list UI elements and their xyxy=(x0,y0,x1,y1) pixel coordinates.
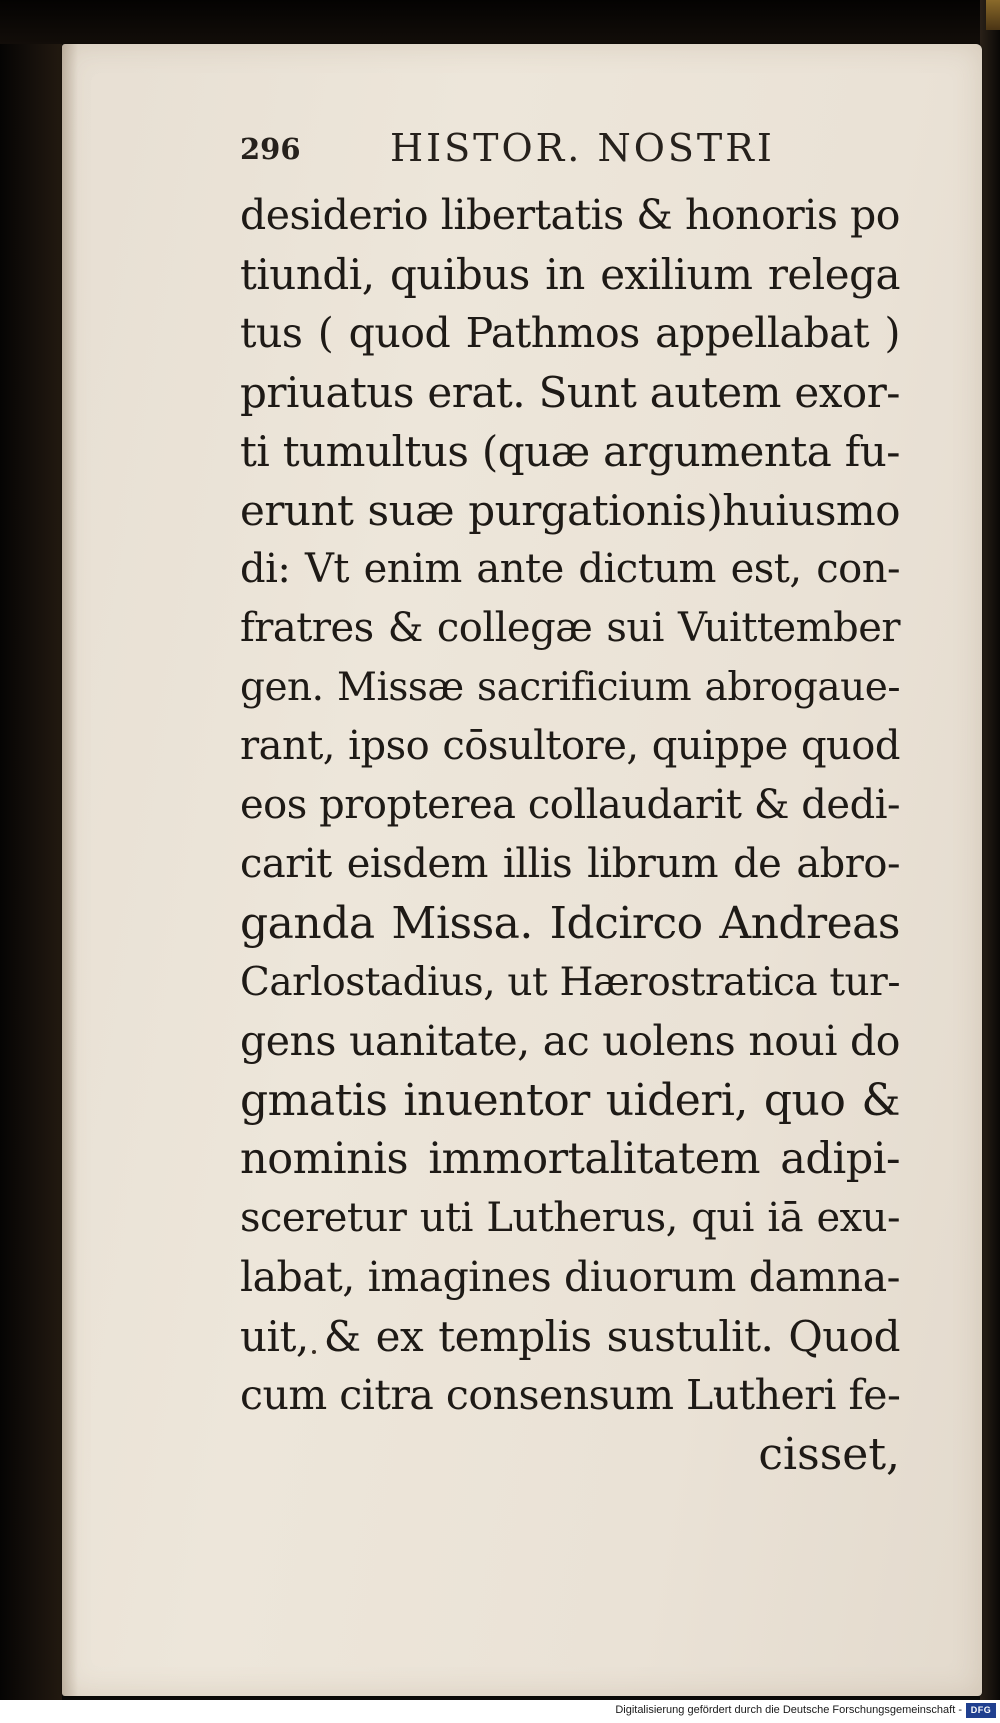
book-page xyxy=(62,44,982,1696)
text-line: desiderio libertatis & honoris po xyxy=(240,191,900,239)
text-line: labat, imagines diuorum damna- xyxy=(240,1253,900,1301)
running-head xyxy=(240,126,900,186)
text-line: carit eisdem illis librum de abro- xyxy=(240,841,900,887)
text-line: uit, & ex templis sustulit. Quod xyxy=(240,1312,900,1361)
scan-background-right xyxy=(980,0,1000,1700)
digitization-footer xyxy=(0,1700,1000,1723)
text-line: gens uanitate, ac uolens noui do xyxy=(240,1017,900,1065)
scan-background-top xyxy=(0,0,1000,44)
text-line: fratres & collegæ sui Vuittember xyxy=(240,605,900,651)
text-line: eos propterea collaudarit & dedi- xyxy=(240,782,900,828)
page-gutter-shadow xyxy=(62,44,78,1696)
text-line: rant, ipso cōsultore, quippe quod xyxy=(240,723,900,769)
text-line: sceretur uti Lutherus, qui iā exu- xyxy=(240,1195,900,1241)
text-line: ti tumultus (quæ argumenta fu- xyxy=(240,427,900,476)
text-line: di: Vt enim ante dictum est, con- xyxy=(240,546,900,592)
funding-credit: Digitalisierung gefördert durch die Deutsche Forschungsgemeinschaft - xyxy=(615,1704,962,1716)
catchword: cisset, xyxy=(758,1429,900,1480)
dfg-logo-icon: DFG xyxy=(966,1703,996,1718)
text-line: cum citra consensum Lutheri fe- xyxy=(240,1371,901,1419)
text-line: nominis immortalitatem adipi- xyxy=(240,1134,900,1184)
text-line: gmatis inuentor uideri, quo & xyxy=(240,1075,900,1126)
text-line: tus ( quod Pathmos appellabat ) xyxy=(240,309,900,357)
text-line: tiundi, quibus in exilium relega xyxy=(240,250,900,299)
text-line: gen. Missæ sacrificium abrogaue- xyxy=(240,665,900,710)
text-line: ganda Missa. Idcirco Andreas xyxy=(240,898,900,949)
scan-background-left xyxy=(0,0,62,1723)
book-cover-edge xyxy=(986,0,1000,30)
page-number: 296 xyxy=(240,132,301,166)
body-text xyxy=(240,186,900,1484)
text-line: Carlostadius, ut Hærostratica tur- xyxy=(240,960,900,1005)
text-line: erunt suæ purgationis)huiusmo xyxy=(240,486,900,535)
running-title: HISTOR. NOSTRI xyxy=(390,126,775,170)
text-block xyxy=(240,126,900,1484)
text-line: priuatus erat. Sunt autem exor- xyxy=(240,368,900,417)
